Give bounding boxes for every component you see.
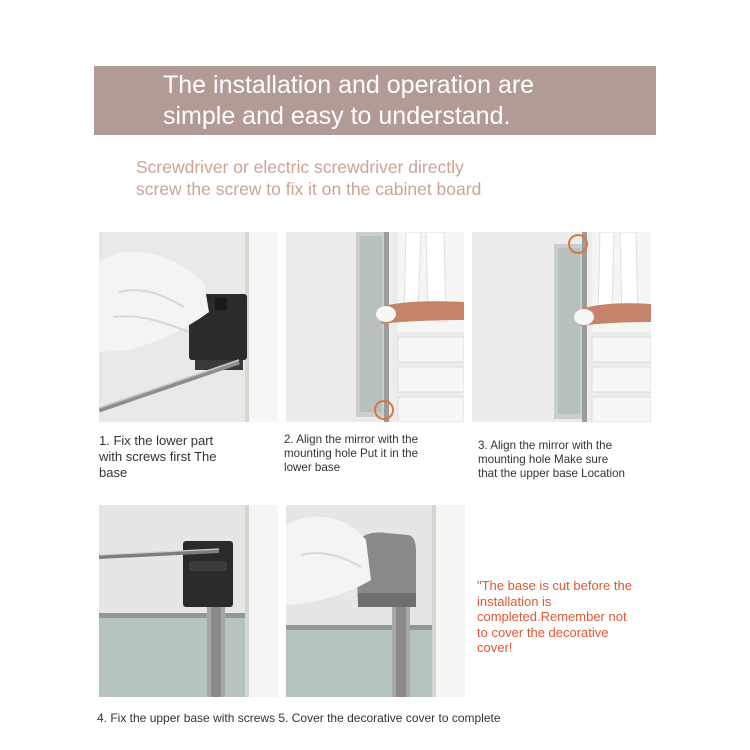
warning-note-line3: completed.Remember not [477,609,627,624]
step2-caption-line2: mounting hole Put it in the [284,447,419,460]
subtitle [136,156,636,200]
step3-caption-line2: mounting hole Make sure [478,453,609,466]
step1-caption-line2: with screws first The [99,449,217,464]
subtitle-line2: screw the screw to fix it on the cabinet board [136,179,482,199]
warning-note-line5: cover! [477,640,513,655]
warning-note-line1: "The base is cut before the [477,578,632,593]
step1-caption-line3: base [99,465,128,480]
step2-caption-line1: 2. Align the mirror with the [284,433,419,446]
subtitle-line1: Screwdriver or electric screwdriver directly [136,157,464,177]
banner-title-line2: simple and easy to understand. [163,102,511,130]
step1-caption [99,433,279,481]
step4-photo [99,505,278,697]
step2-caption [284,433,464,475]
step3-photo [472,232,651,422]
warning-note-line4: to cover the decorative [477,624,609,640]
banner-title-line1: The installation and operation are [163,71,535,99]
banner-title [163,70,633,132]
step1-caption-line1: 1. Fix the lower part [99,433,214,448]
step3-caption [478,439,658,481]
step1-photo [99,232,278,422]
step3-caption-line3: that the upper base Location [478,467,625,480]
step2-photo [286,232,464,422]
step3-caption-line1: 3. Align the mirror with the [478,439,613,452]
step5-photo [286,505,465,697]
warning-note-line2: installation is [477,593,552,609]
warning-note [477,578,667,656]
step2-caption-line3: lower base [284,461,341,474]
steps-4-5-caption: 4. Fix the upper base with screws 5. Cover the decorative cover to complete [97,711,501,725]
